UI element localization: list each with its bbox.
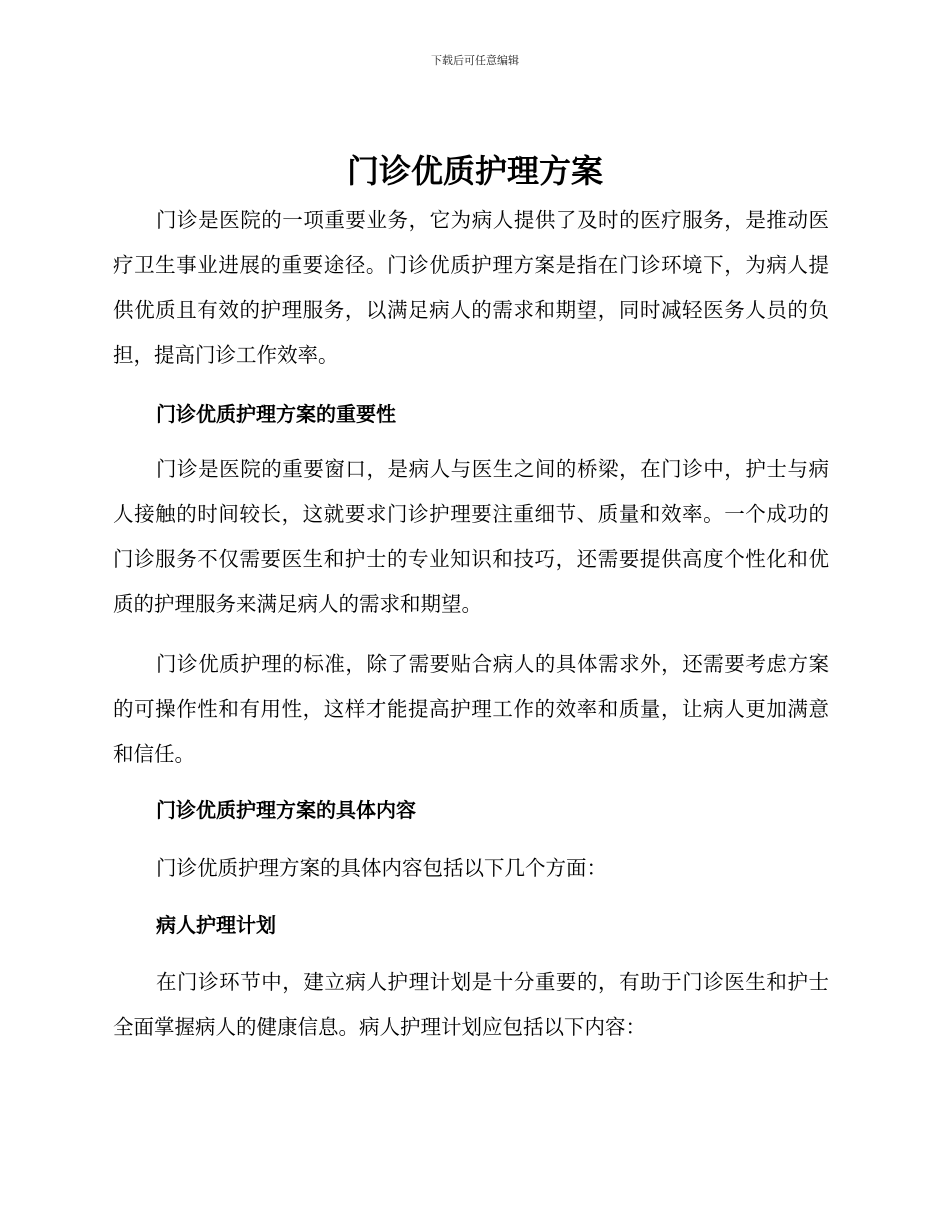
section-heading-content: 门诊优质护理方案的具体内容 — [156, 798, 416, 822]
page-header-note: 下载后可任意编辑 — [431, 54, 519, 67]
care-plan-paragraph: 在门诊环节中，建立病人护理计划是十分重要的，有助于门诊医生和护士全面掌握病人的健康信息。病人护理计划应包括以下内容： — [113, 970, 829, 1039]
document-title: 门诊优质护理方案 — [346, 152, 603, 190]
importance-paragraph-2: 门诊优质护理的标准，除了需要贴合病人的具体需求外，还需要考虑方案的可操作性和有用性，这样才能提高护理工作的效率和质量，让病人更加满意和信任。 — [113, 652, 829, 766]
section-heading-importance: 门诊优质护理方案的重要性 — [156, 402, 396, 426]
importance-paragraph-1: 门诊是医院的重要窗口，是病人与医生之间的桥梁，在门诊中，护士与病人接触的时间较长，这就要求门诊护理要注重细节、质量和效率。一个成功的门诊服务不仅需要医生和护士的专业知识和技巧，还需要提供高度个性化和优质的护理服务来满足病人的需求和期望。 — [113, 457, 829, 616]
section-heading-care-plan: 病人护理计划 — [156, 913, 276, 937]
intro-paragraph: 门诊是医院的一项重要业务，它为病人提供了及时的医疗服务，是推动医疗卫生事业进展的重要途径。门诊优质护理方案是指在门诊环境下，为病人提供优质且有效的护理服务，以满足病人的需求和期望，同时减轻医务人员的负担，提高门诊工作效率。 — [113, 208, 829, 367]
content-intro-paragraph: 门诊优质护理方案的具体内容包括以下几个方面： — [156, 856, 607, 880]
